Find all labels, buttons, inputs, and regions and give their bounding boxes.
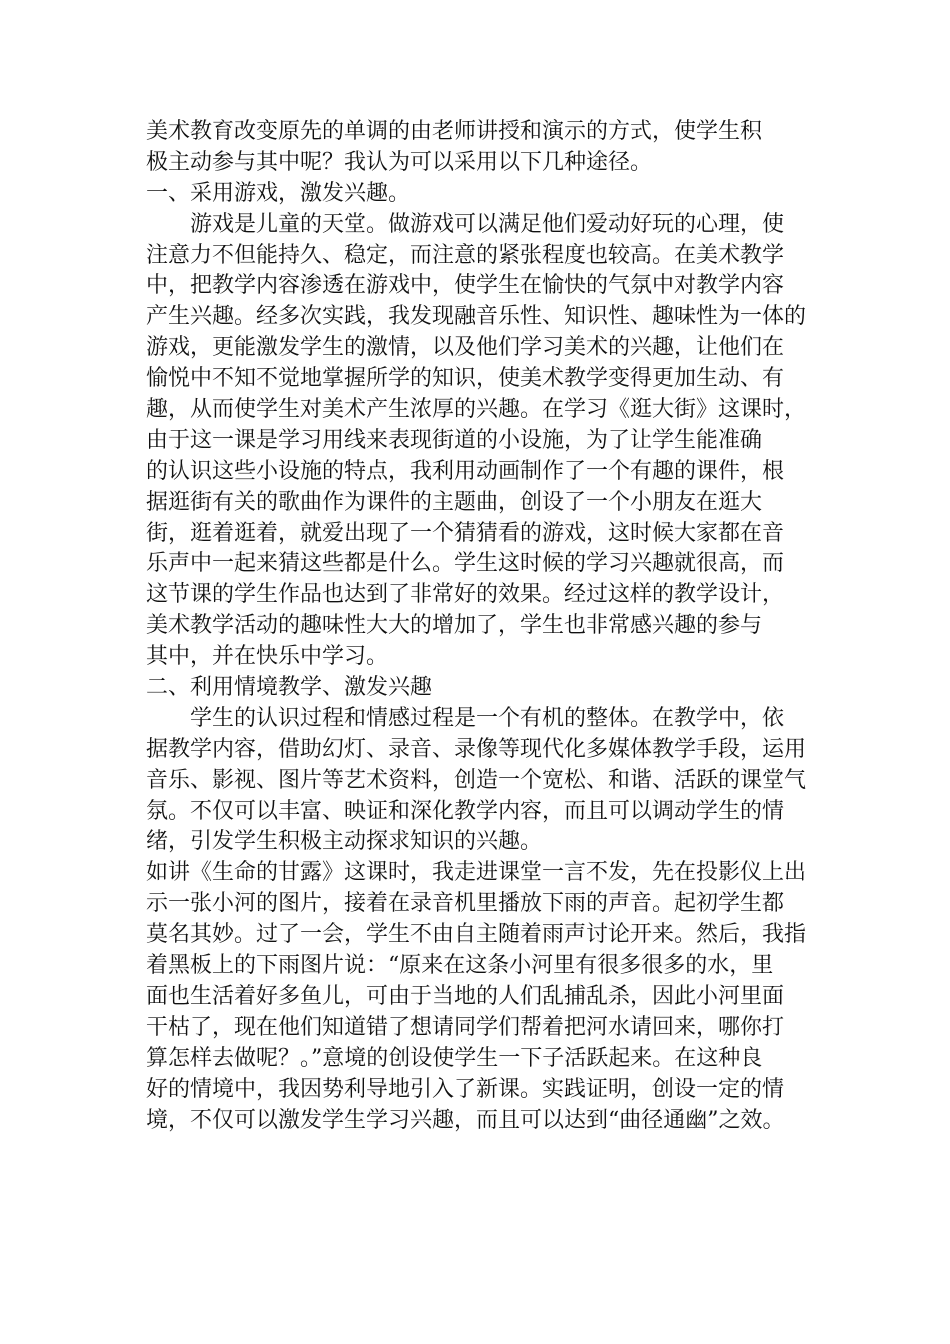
text-line: 莫名其妙。过了一会，学生不由自主随着雨声讨论开来。然后，我指	[146, 922, 807, 948]
text-line: 着黑板上的下雨图片说：“原来在这条小河里有很多很多的水，里	[146, 953, 774, 979]
text-line: 据逛街有关的歌曲作为课件的主题曲，创设了一个小朋友在逛大	[146, 489, 763, 515]
text-line: 美术教学活动的趣味性大大的增加了，学生也非常感兴趣的参与	[146, 613, 763, 639]
text-line: 这节课的学生作品也达到了非常好的效果。经过这样的教学设计，	[146, 582, 785, 608]
text-line: 干枯了，现在他们知道错了想请同学们帮着把河水请回来，哪你打	[146, 1014, 785, 1040]
text-line: 街，逛着逛着，就爱出现了一个猜猜看的游戏，这时候大家都在音	[146, 520, 785, 546]
text-line: 如讲《生命的甘露》这课时，我走进课堂一言不发，先在投影仪上出	[146, 860, 807, 886]
text-line: 音乐、影视、图片等艺术资料，创造一个宽松、和谐、活跃的课堂气	[146, 767, 807, 793]
text-line: 境，不仅可以激发学生学习兴趣，而且可以达到“曲径通幽”之效。	[146, 1107, 785, 1133]
text-line: 绪，引发学生积极主动探求知识的兴趣。	[146, 829, 543, 855]
text-line: 美术教育改变原先的单调的由老师讲授和演示的方式，使学生积	[146, 119, 763, 144]
text-line: 愉悦中不知不觉地掌握所学的知识，使美术教学变得更加生动、有	[146, 366, 785, 392]
text-line: 氛。不仅可以丰富、映证和深化教学内容，而且可以调动学生的情	[146, 798, 785, 824]
text-line: 其中，并在快乐中学习。	[146, 644, 389, 670]
text-line: 由于这一课是学习用线来表现街道的小设施，为了让学生能准确	[146, 427, 763, 453]
text-line: 游戏，更能激发学生的激情，以及他们学习美术的兴趣，让他们在	[146, 335, 785, 361]
text-line: 面也生活着好多鱼儿，可由于当地的人们乱捕乱杀，因此小河里面	[146, 983, 785, 1009]
paragraph-first-line: 游戏是儿童的天堂。做游戏可以满足他们爱动好玩的心理，使	[190, 211, 785, 237]
text-line: 极主动参与其中呢？我认为可以采用以下几种途径。	[146, 149, 653, 175]
text-line: 好的情境中，我因势利导地引入了新课。实践证明，创设一定的情	[146, 1076, 785, 1102]
text-line: 二、利用情境教学、激发兴趣	[146, 675, 433, 701]
text-line: 算怎样去做呢？。”意境的创设使学生一下子活跃起来。在这种良	[146, 1045, 763, 1071]
text-line: 注意力不但能持久、稳定，而注意的紧张程度也较高。在美术教学	[146, 242, 785, 268]
text-line: 产生兴趣。经多次实践，我发现融音乐性、知识性、趣味性为一体的	[146, 304, 807, 330]
text-line: 乐声中一起来猜这些都是什么。学生这时候的学习兴趣就很高，而	[146, 551, 785, 577]
text-line: 示一张小河的图片，接着在录音机里播放下雨的声音。起初学生都	[146, 891, 785, 917]
text-line: 趣，从而使学生对美术产生浓厚的兴趣。在学习《逛大街》这课时，	[146, 397, 807, 423]
document-body	[146, 117, 826, 1136]
text-line: 中，把教学内容渗透在游戏中，使学生在愉快的气氛中对教学内容	[146, 273, 785, 299]
paragraph-first-line: 学生的认识过程和情感过程是一个有机的整体。在教学中，依	[190, 705, 785, 731]
text-line: 据教学内容，借助幻灯、录音、录像等现代化多媒体教学手段，运用	[146, 736, 807, 762]
text-line: 的认识这些小设施的特点，我利用动画制作了一个有趣的课件，根	[146, 458, 785, 484]
text-line: 一、采用游戏，激发兴趣。	[146, 180, 411, 206]
